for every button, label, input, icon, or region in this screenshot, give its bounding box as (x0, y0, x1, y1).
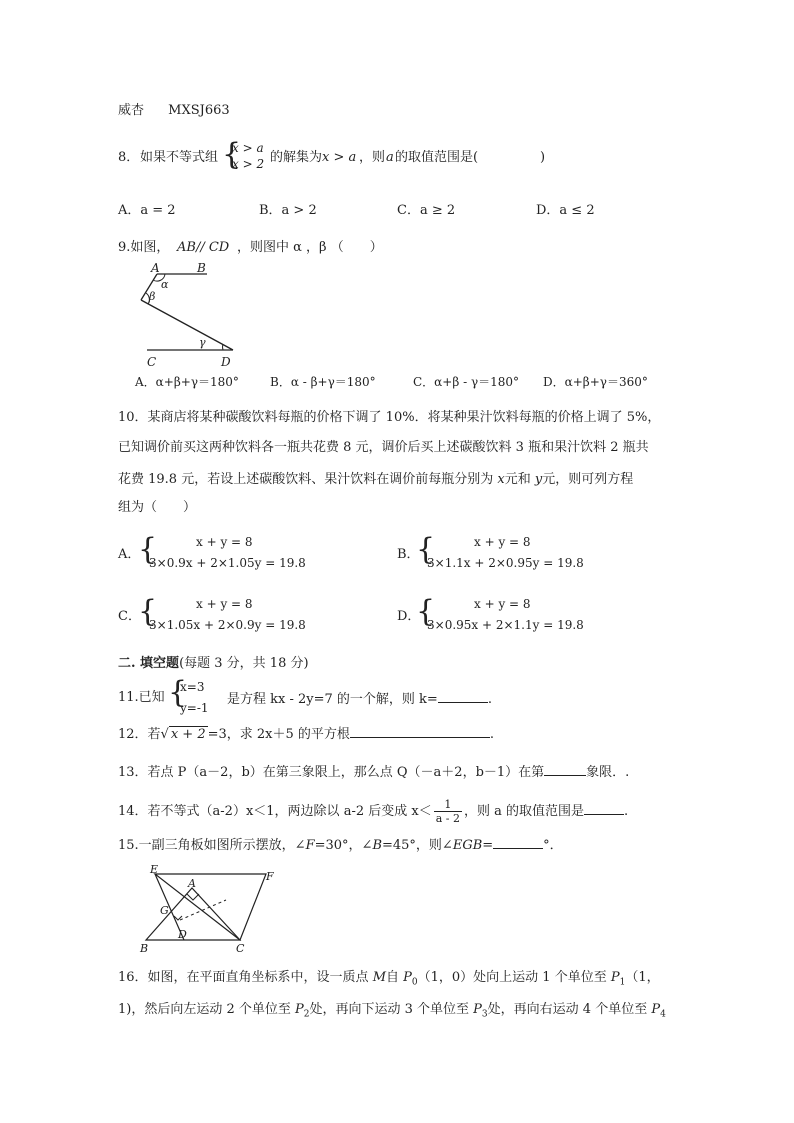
q15-end: °． (543, 838, 563, 853)
question-12 (118, 725, 494, 743)
q9-option-b: B．α - β+γ＝180° (270, 375, 376, 389)
q9-label-d: D (221, 355, 231, 369)
q12-end: . (489, 727, 495, 742)
q15-right-angle-a (187, 894, 199, 900)
q15-label-f: F (266, 870, 274, 883)
q16-p1: P (610, 970, 620, 985)
q10-option-d-label: D． (397, 609, 421, 624)
q15-var-egb: EGB (452, 838, 483, 853)
q9-label-c: C (147, 355, 157, 369)
q13-end: 象限．. (586, 765, 630, 780)
q16-p0: P (403, 970, 412, 985)
q8-ineq-1: x > a (232, 141, 264, 155)
q8-post-text: 的取值范围是( (395, 150, 479, 165)
q9-label-gamma: γ (199, 336, 206, 349)
header-code: MXSJ663 (168, 103, 230, 118)
section-2-note: (每题 3 分，共 18 分) (179, 656, 309, 671)
q10-option-d-brace: { (416, 594, 436, 629)
q15-mid-1: =30°，∠ (314, 838, 373, 853)
q9-option-a: A．α+β+γ＝180° (135, 375, 239, 389)
q8-option-a: A．a = 2 (118, 203, 176, 218)
q14-pre-text: 14．若不等式（a-2）x＜1，两边除以 a-2 后变成 x＜ (118, 804, 432, 819)
q11-pre-text: 11.已知 (118, 690, 165, 705)
section-2-heading (118, 656, 309, 672)
q10-line-3a: 花费 19.8 元，若设上述碳酸饮料、果汁饮料在调价前每瓶分别为 (118, 472, 498, 487)
q14-numerator: 1 (444, 798, 452, 811)
q10-option-c-eq1: x + y = 8 (196, 597, 253, 611)
q10-line-3c: 元，则可列方程 (542, 472, 634, 487)
q15-var-f: F (305, 838, 315, 853)
q9-line-vertex-d (141, 300, 233, 350)
q10-var-x: x (497, 472, 505, 487)
q12-sqrt-sign: √ (160, 727, 169, 742)
q8-option-d: D．a ≤ 2 (536, 203, 595, 218)
question-16-line-2 (118, 1002, 666, 1023)
section-2-title: 二. 填空题 (118, 656, 180, 671)
q14-end: . (624, 804, 629, 819)
q9-option-c: C．α+β - γ＝180° (413, 375, 520, 389)
q15-label-c: C (236, 942, 245, 954)
q8-pre-text: 如果不等式组 (140, 150, 219, 165)
q14-answer-blank[interactable] (584, 802, 624, 815)
q9-post-text: ，则图中 α ，β （ ） (237, 240, 383, 255)
q16-p0-sub: 0 (411, 977, 418, 988)
q16-p4: P (651, 1002, 661, 1017)
q16-line-1c: （1，0）处向上运动 1 个单位至 (417, 970, 611, 985)
q15-figure (138, 862, 288, 954)
q15-label-a: A (188, 877, 196, 890)
q15-label-d: D (178, 928, 187, 941)
q9-option-d: D．α+β+γ＝360° (543, 375, 648, 389)
q16-line-2a: 1)，然后向左运动 2 个单位至 (118, 1002, 296, 1017)
q10-option-d-eq1: x + y = 8 (474, 597, 531, 611)
q9-condition: AB// CD (177, 240, 230, 255)
q16-p1-sub: 1 (619, 977, 626, 988)
q8-solution: x > a (322, 150, 357, 165)
q15-label-b: B (140, 942, 149, 954)
q10-option-c-brace: { (138, 594, 158, 629)
q8-comma: ，则 (359, 150, 386, 165)
q11-eq-1: x=3 (180, 680, 205, 694)
header (118, 103, 230, 119)
q15-pre-text: 15.一副三角板如图所示摆放，∠ (118, 838, 306, 853)
q16-line-1b: 自 (386, 970, 404, 985)
q12-answer-blank[interactable] (350, 725, 490, 738)
q10-option-b-label: B． (397, 547, 420, 562)
q16-line-2b: 处，再向下运动 3 个单位至 (309, 1002, 474, 1017)
q10-line-1: 10．某商店将某种碳酸饮料每瓶的价格下调了 10%．将某种果汁饮料每瓶的价格上调了 5%， (118, 410, 661, 425)
q16-line-2c: 处，再向右运动 4 个单位至 (487, 1002, 652, 1017)
q14-fraction (434, 798, 462, 825)
q10-option-b-brace: { (416, 532, 436, 567)
question-15 (118, 836, 563, 854)
q8-number: 8． (118, 150, 140, 165)
q11-end: . (487, 692, 492, 707)
q10-option-a-brace: { (138, 532, 158, 567)
q16-p2: P (295, 1002, 304, 1017)
q10-option-b-eq2: 3×1.1x + 2×0.95y = 19.8 (427, 556, 584, 570)
q8-option-c: C．a ≥ 2 (397, 203, 456, 218)
q9-label-beta: β (149, 290, 156, 303)
q10-option-a-eq2: 3×0.9x + 2×1.05y = 19.8 (149, 556, 306, 570)
q15-label-g: G (160, 904, 169, 917)
q16-var-m: M (372, 970, 386, 985)
q16-p3-sub: 3 (481, 1009, 488, 1020)
q15-answer-blank[interactable] (493, 836, 543, 849)
q9-number: 9.如图， (118, 240, 170, 255)
q10-option-c-eq2: 3×1.05x + 2×0.9y = 19.8 (149, 618, 306, 632)
q11-answer-blank[interactable] (438, 690, 488, 703)
q10-option-b-eq1: x + y = 8 (474, 535, 531, 549)
q10-line-3b: 元和 (504, 472, 535, 487)
q16-p4-sub: 4 (660, 1009, 666, 1020)
q11-brace: { (168, 675, 188, 710)
q10-var-y: y (534, 472, 543, 487)
q15-label-e: E (150, 863, 159, 876)
q15-mid-2: =45°，则∠ (382, 838, 453, 853)
q16-line-1a: 16．如图，在平面直角坐标系中，设一质点 (118, 970, 373, 985)
q16-p3: P (473, 1002, 482, 1017)
q9-figure (135, 258, 245, 370)
q13-text: 13．若点 P（a－2，b）在第三象限上，那么点 Q（－a＋2，b－1）在第 (118, 765, 545, 780)
q11-eq-2: y=-1 (180, 701, 209, 715)
q16-p2-sub: 2 (303, 1009, 310, 1020)
q14-denominator: a - 2 (435, 812, 460, 825)
q8-brace: { (222, 137, 242, 172)
q11-post-text: 是方程 kx - 2y=7 的一个解，则 k= (227, 692, 438, 707)
q10-option-c-label: C． (118, 609, 141, 624)
q10-line-4: 组为（ ） (118, 500, 197, 515)
question-13 (118, 763, 629, 781)
q10-option-d-eq2: 3×0.95x + 2×1.1y = 19.8 (427, 618, 584, 632)
q8-option-b: B．a > 2 (259, 203, 317, 218)
header-author: 威杏 (118, 103, 145, 118)
q12-post-text: =3，求 2x＋5 的平方根 (207, 727, 350, 742)
q8-ineq-2: x > 2 (232, 157, 265, 171)
q14-post-text: ，则 a 的取值范围是 (463, 804, 584, 819)
q8-close-paren: ) (540, 150, 546, 165)
q13-answer-blank[interactable] (544, 763, 586, 776)
q9-label-b: B (197, 261, 206, 275)
q10-option-a-label: A． (118, 547, 141, 562)
q15-var-b: B (372, 838, 382, 853)
q10-line-3 (118, 472, 633, 488)
q16-line-1d: （1， (625, 970, 660, 985)
q15-mid-3: = (482, 838, 494, 853)
q10-option-a-eq1: x + y = 8 (196, 535, 253, 549)
q11-main-text (227, 690, 492, 708)
q12-pre-text: 12．若 (118, 727, 161, 742)
q9-label-a: A (151, 261, 160, 275)
question-16-line-1 (118, 970, 660, 991)
q8-var: a (386, 150, 394, 165)
q9-label-alpha: α (161, 278, 169, 291)
q10-line-2: 已知调价前买这两种饮料各一瓶共花费 8 元，调价后买上述碳酸饮料 3 瓶和果汁饮料 2 瓶共 (118, 440, 649, 455)
q8-mid-text: 的解集为 (270, 150, 323, 165)
question-14 (118, 798, 628, 825)
q12-radicand: x + 2 (170, 727, 206, 742)
q15-triangle-efc (155, 874, 266, 940)
